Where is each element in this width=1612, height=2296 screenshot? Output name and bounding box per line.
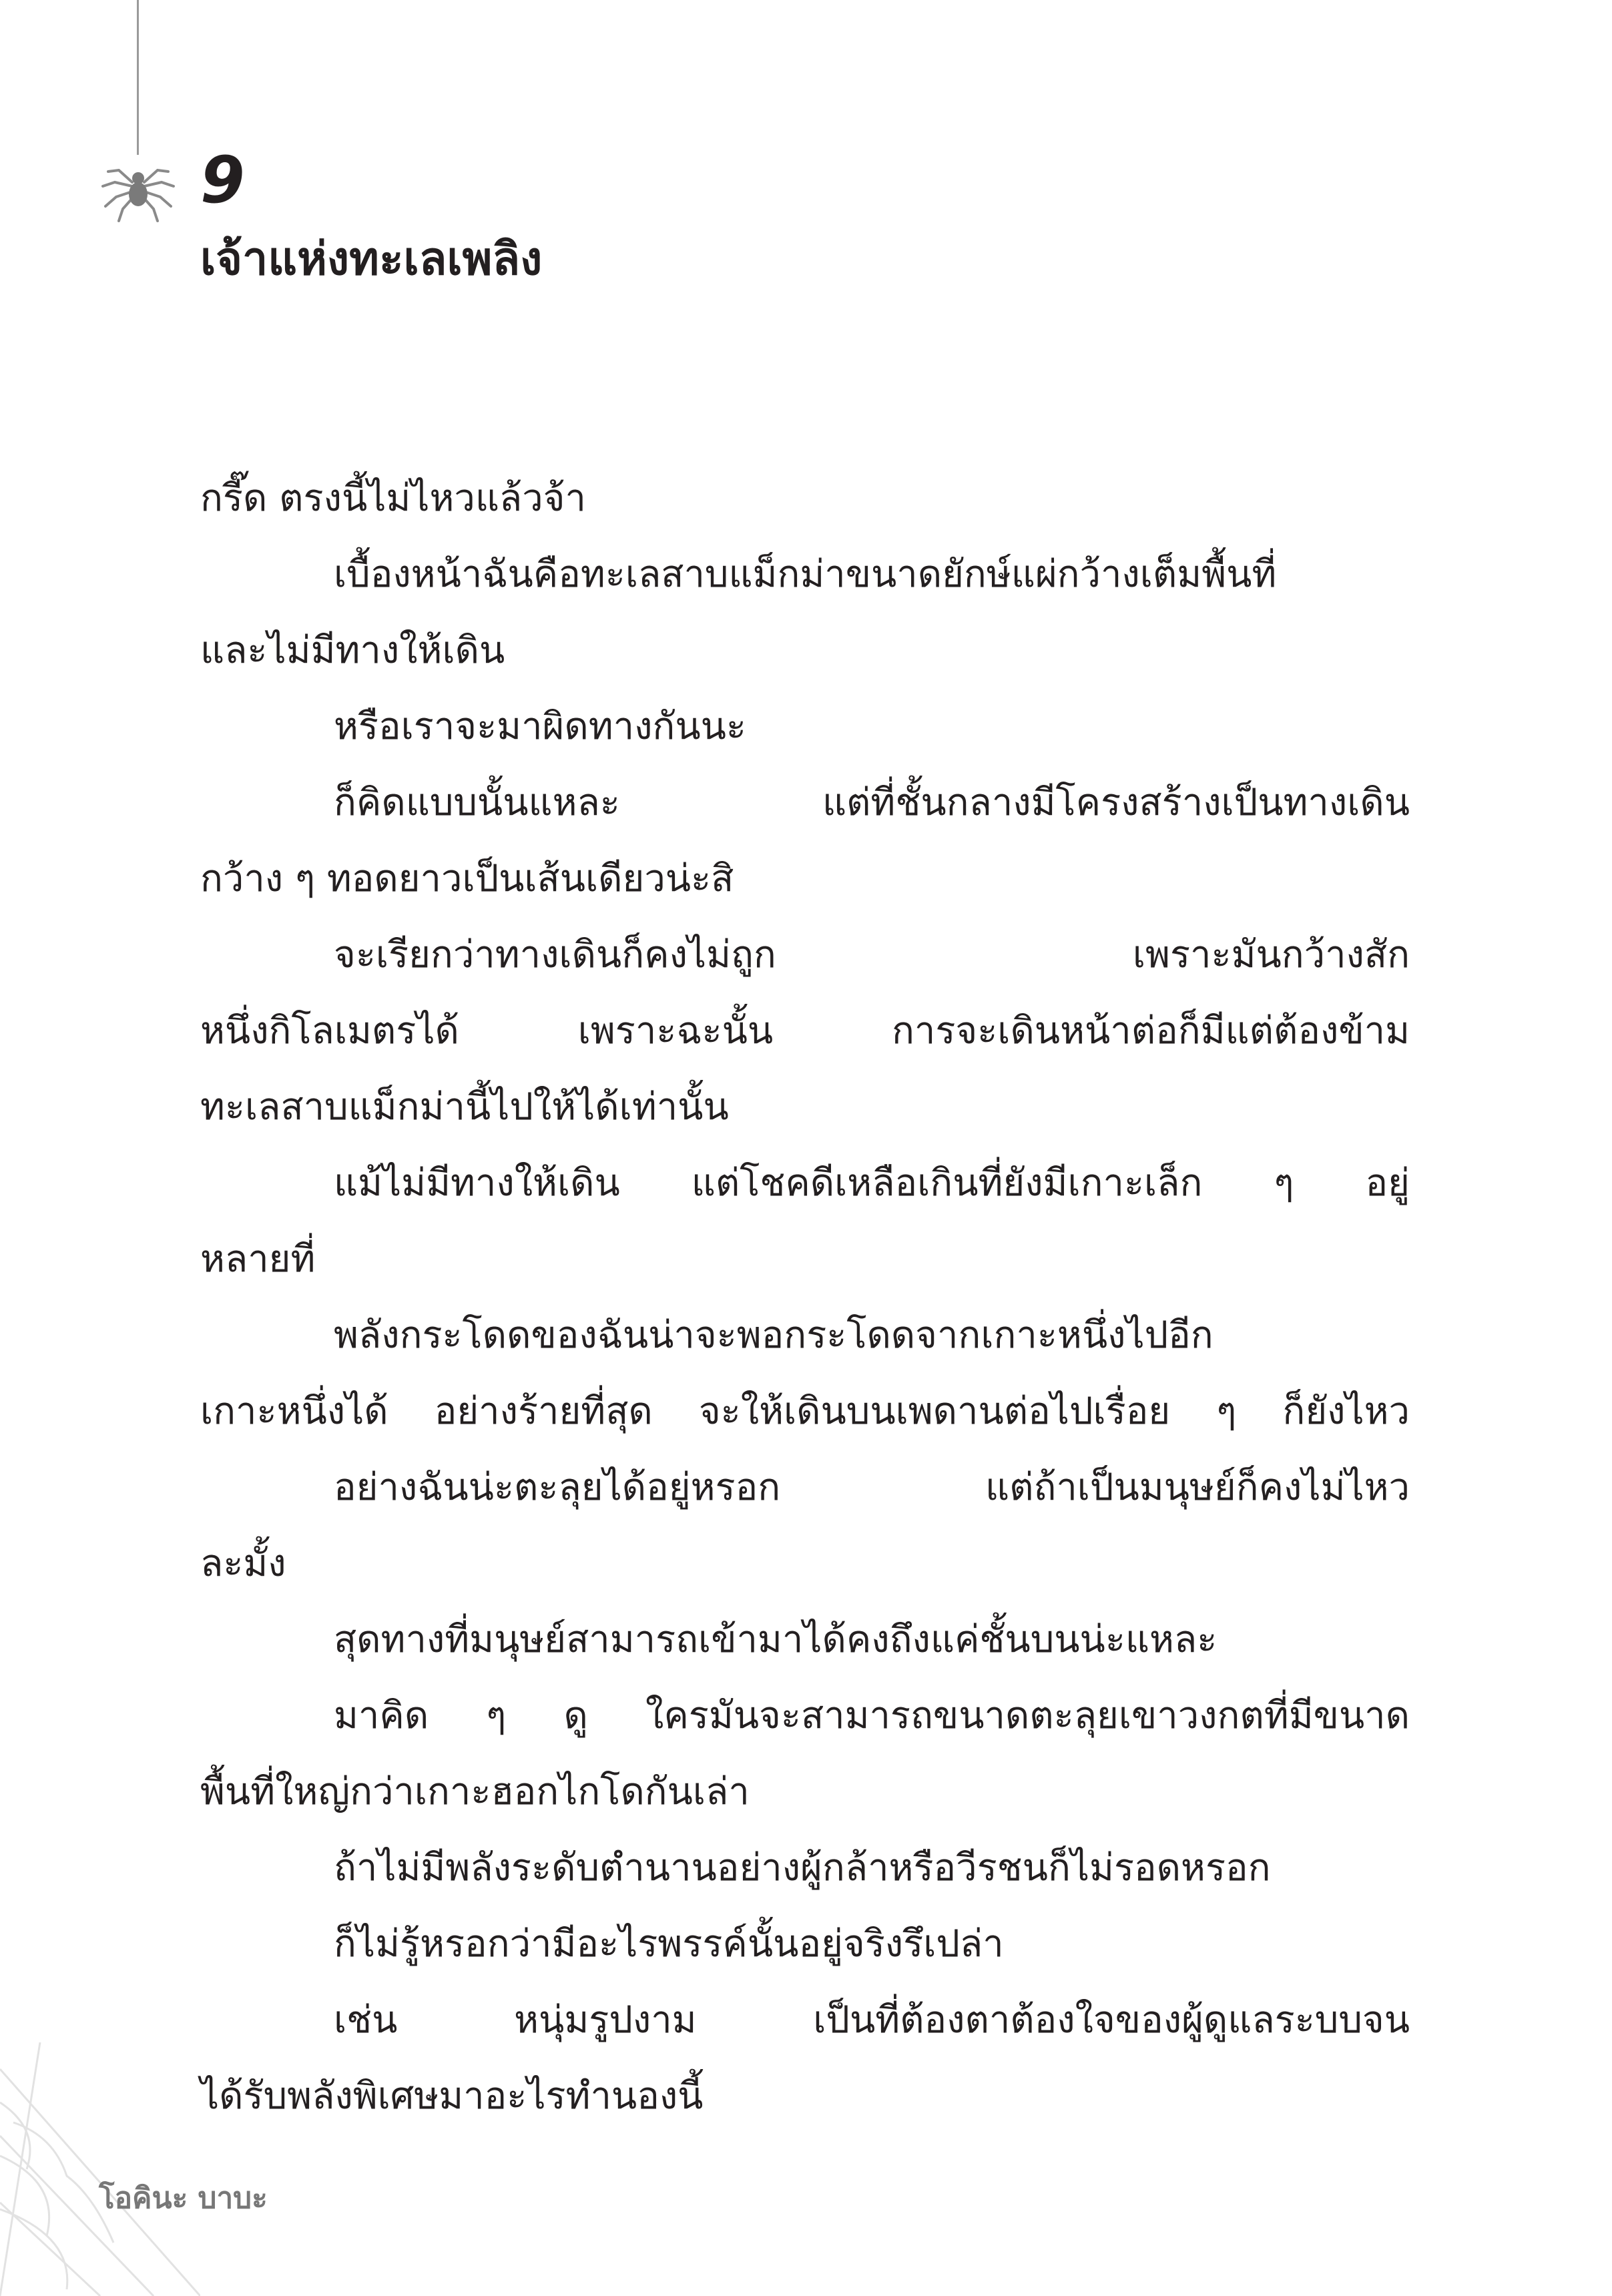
chapter-title: เจ้าแห่งทะเลเพลิง bbox=[200, 233, 543, 286]
spider-thread bbox=[137, 0, 139, 155]
paragraph-line: ทะเลสาบแม็กม่านี้ไปให้ได้เท่านั้น bbox=[200, 1085, 729, 1129]
paragraph-line: มาคิด ๆ ดู ใครมันจะสามารถขนาดตะลุยเขาวงกตที่มีขนาด bbox=[334, 1694, 1410, 1737]
paragraph-line: แม้ไม่มีทางให้เดิน แต่โชคดีเหลือเกินที่ยังมีเกาะเล็ก ๆ อยู่ bbox=[334, 1161, 1410, 1205]
paragraph-line: ก็คิดแบบนั้นแหละ แต่ที่ชั้นกลางมีโครงสร้างเป็นทางเดิน bbox=[334, 781, 1410, 824]
body-text bbox=[200, 461, 1410, 2134]
paragraph-line: ถ้าไม่มีพลังระดับตำนานอย่างผู้กล้าหรือวีรชนก็ไม่รอดหรอก bbox=[334, 1846, 1271, 1890]
chapter-number: 9 bbox=[200, 143, 245, 218]
paragraph-line: จะเรียกว่าทางเดินก็คงไม่ถูก เพราะมันกว้างสัก bbox=[334, 933, 1410, 976]
paragraph-line: หรือเราจะมาผิดทางกันนะ bbox=[334, 705, 746, 748]
paragraph-line: หนึ่งกิโลเมตรได้ เพราะฉะนั้น การจะเดินหน้าต่อก็มีแต่ต้องข้าม bbox=[200, 1009, 1410, 1053]
paragraph-line: พลังกระโดดของฉันน่าจะพอกระโดดจากเกาะหนึ่งไปอีก bbox=[334, 1314, 1214, 1357]
spiderweb-icon bbox=[0, 2042, 200, 2296]
paragraph-line: อย่างฉันน่ะตะลุยได้อยู่หรอก แต่ถ้าเป็นมนุษย์ก็คงไม่ไหว bbox=[334, 1466, 1410, 1509]
paragraph-line: และไม่มีทางให้เดิน bbox=[200, 629, 505, 672]
paragraph-line: ก็ไม่รู้หรอกว่ามีอะไรพรรค์นั้นอยู่จริงรึเปล่า bbox=[334, 1922, 1004, 1966]
spider-icon bbox=[99, 150, 178, 225]
paragraph-line: พื้นที่ใหญ่กว่าเกาะฮอกไกโดกันเล่า bbox=[200, 1770, 750, 1813]
paragraph-line: สุดทางที่มนุษย์สามารถเข้ามาได้คงถึงแค่ชั้นบนน่ะแหละ bbox=[334, 1618, 1218, 1661]
paragraph-line: กรี๊ด ตรงนี้ไม่ไหวแล้วจ้า bbox=[200, 477, 586, 520]
paragraph-line: เกาะหนึ่งได้ อย่างร้ายที่สุด จะให้เดินบนเพดานต่อไปเรื่อย ๆ ก็ยังไหว bbox=[200, 1390, 1410, 1433]
paragraph-line: ละมั้ง bbox=[200, 1542, 286, 1585]
paragraph-line: เบื้องหน้าฉันคือทะเลสาบแม็กม่าขนาดยักษ์แผ่กว้างเต็มพื้นที่ bbox=[334, 553, 1277, 596]
paragraph-line: ได้รับพลังพิเศษมาอะไรทำนองนี้ bbox=[200, 2074, 704, 2118]
paragraph-line: เช่น หนุ่มรูปงาม เป็นที่ต้องตาต้องใจของผู้ดูแลระบบจน bbox=[334, 1998, 1410, 2042]
paragraph-line: หลายที่ bbox=[200, 1237, 316, 1281]
author-name: โอคินะ บาบะ bbox=[99, 2181, 268, 2215]
paragraph-line: กว้าง ๆ ทอดยาวเป็นเส้นเดียวน่ะสิ bbox=[200, 857, 734, 900]
